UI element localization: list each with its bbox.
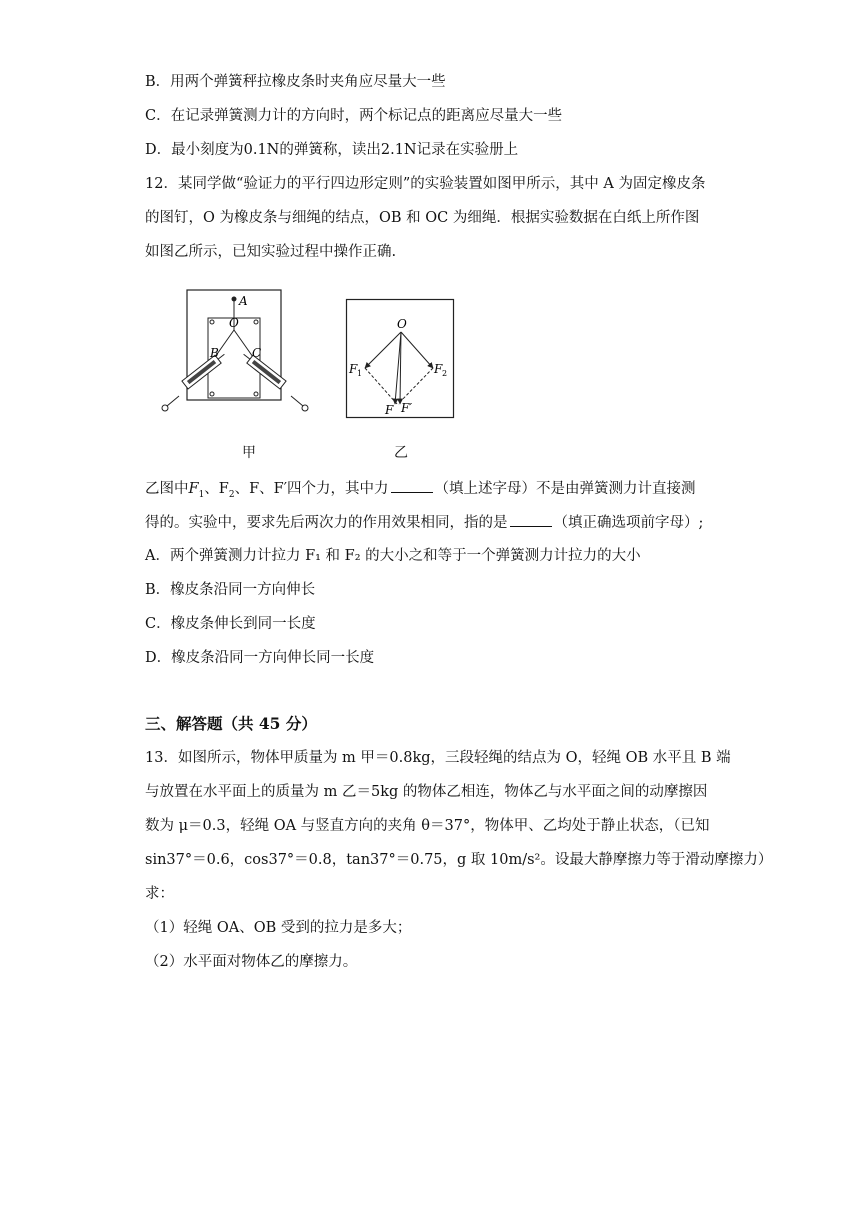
label-o: O — [397, 317, 407, 331]
pin-icon — [210, 392, 214, 396]
ask-text: 得的。实验中，要求先后两次力的作用效果相同，指的是 — [145, 515, 508, 531]
option-d-prev: D．最小刻度为0.1N的弹簧称，读出2.1N记录在实验册上 — [145, 142, 519, 158]
q13-line-2: 与放置在水平面上的质量为 m 乙＝5kg 的物体乙相连，物体乙与水平面之间的动摩擦因 — [145, 784, 708, 800]
label-f2-sub: 2 — [442, 369, 448, 378]
q12-option-a: A．两个弹簧测力计拉力 F₁ 和 F₂ 的大小之和等于一个弹簧测力计拉力的大小 — [145, 548, 641, 564]
label-f-prime: F′ — [401, 401, 413, 415]
spring-scale-right-icon — [241, 350, 287, 389]
label-o: O — [229, 316, 239, 330]
q12-line-1: 12．某同学做“验证力的平行四边形定则”的实验装置如图甲所示，其中 A 为固定橡皮条 — [145, 176, 706, 192]
answer-blank[interactable] — [391, 478, 433, 493]
q13-line-5: 求： — [145, 886, 174, 902]
q13-line-1: 13．如图所示，物体甲质量为 m 甲＝0.8kg，三段轻绳的结点为 O，轻绳 OB 水平且 B 端 — [145, 750, 731, 766]
spring-scale-left-icon — [182, 350, 228, 389]
ask-text: （填上述字母）不是由弹簧测力计直接测 — [434, 481, 696, 497]
label-c: C — [252, 346, 262, 360]
caption-yi: 乙 — [394, 445, 408, 461]
section-heading: 三、解答题（共 45 分） — [145, 714, 317, 733]
q12-option-b: B．橡皮条沿同一方向伸长 — [145, 582, 316, 598]
label-f1-sub: 1 — [357, 369, 363, 378]
option-b-prev: B．用两个弹簧秤拉橡皮条时夹角应尽量大一些 — [145, 74, 446, 90]
q13-sub-1: （1）轻绳 OA、OB 受到的拉力是多大； — [145, 920, 412, 936]
ask-text: （填正确选项前字母）; — [553, 515, 704, 531]
label-b: B — [210, 346, 219, 360]
vector-f1 — [365, 332, 401, 368]
q12-line-2: 的图钉，O 为橡皮条与细绳的结点，OB 和 OC 为细绳．根据实验数据在白纸上所作图 — [145, 210, 700, 226]
ask-text: 、F、F′四个力，其中力 — [234, 481, 389, 497]
string-oc — [234, 330, 253, 357]
pin-icon — [254, 392, 258, 396]
dashed-side — [398, 368, 433, 404]
label-f2: F — [434, 362, 443, 376]
ask-text: F — [188, 481, 199, 497]
q12-ask-line-2 — [145, 512, 725, 533]
label-f: F — [385, 403, 394, 417]
answer-blank[interactable] — [510, 512, 552, 527]
pin-icon — [254, 320, 258, 324]
ask-text: 、F — [204, 481, 229, 497]
hook-line — [291, 396, 303, 406]
q12-option-d: D．橡皮条沿同一方向伸长同一长度 — [145, 650, 375, 666]
figure-force-diagram — [345, 298, 457, 420]
label-a: A — [239, 294, 248, 308]
q13-line-3: 数为 μ＝0.3，轻绳 OA 与竖直方向的夹角 θ＝37°，物体甲、乙均处于静止状态，（已知 — [145, 818, 710, 834]
vector-f2 — [401, 332, 433, 368]
caption-jia: 甲 — [242, 445, 256, 461]
q13-sub-2: （2）水平面对物体乙的摩擦力。 — [145, 954, 358, 970]
q12-option-c: C．橡皮条伸长到同一长度 — [145, 616, 316, 632]
label-f1: F — [349, 362, 358, 376]
dashed-side — [365, 368, 397, 404]
figure-apparatus — [155, 285, 320, 425]
q12-ask-line-1: 乙图中$F_1$、$F_2$、F、F′四个力，其中力 （填上述字母）不是由弹簧测力计直接测 — [145, 478, 725, 505]
option-c-prev: C．在记录弹簧测力计的方向时，两个标记点的距离应尽量大一些 — [145, 108, 563, 124]
hook-line — [167, 396, 179, 406]
q12-line-3: 如图乙所示，已知实验过程中操作正确. — [145, 244, 397, 260]
ask-text: 乙图中 — [145, 481, 189, 497]
q13-line-4: sin37°＝0.6，cos37°＝0.8，tan37°＝0.75，g 取 10m/s²。设最大静摩擦力等于滑动摩擦力） — [145, 852, 773, 868]
pin-icon — [210, 320, 214, 324]
